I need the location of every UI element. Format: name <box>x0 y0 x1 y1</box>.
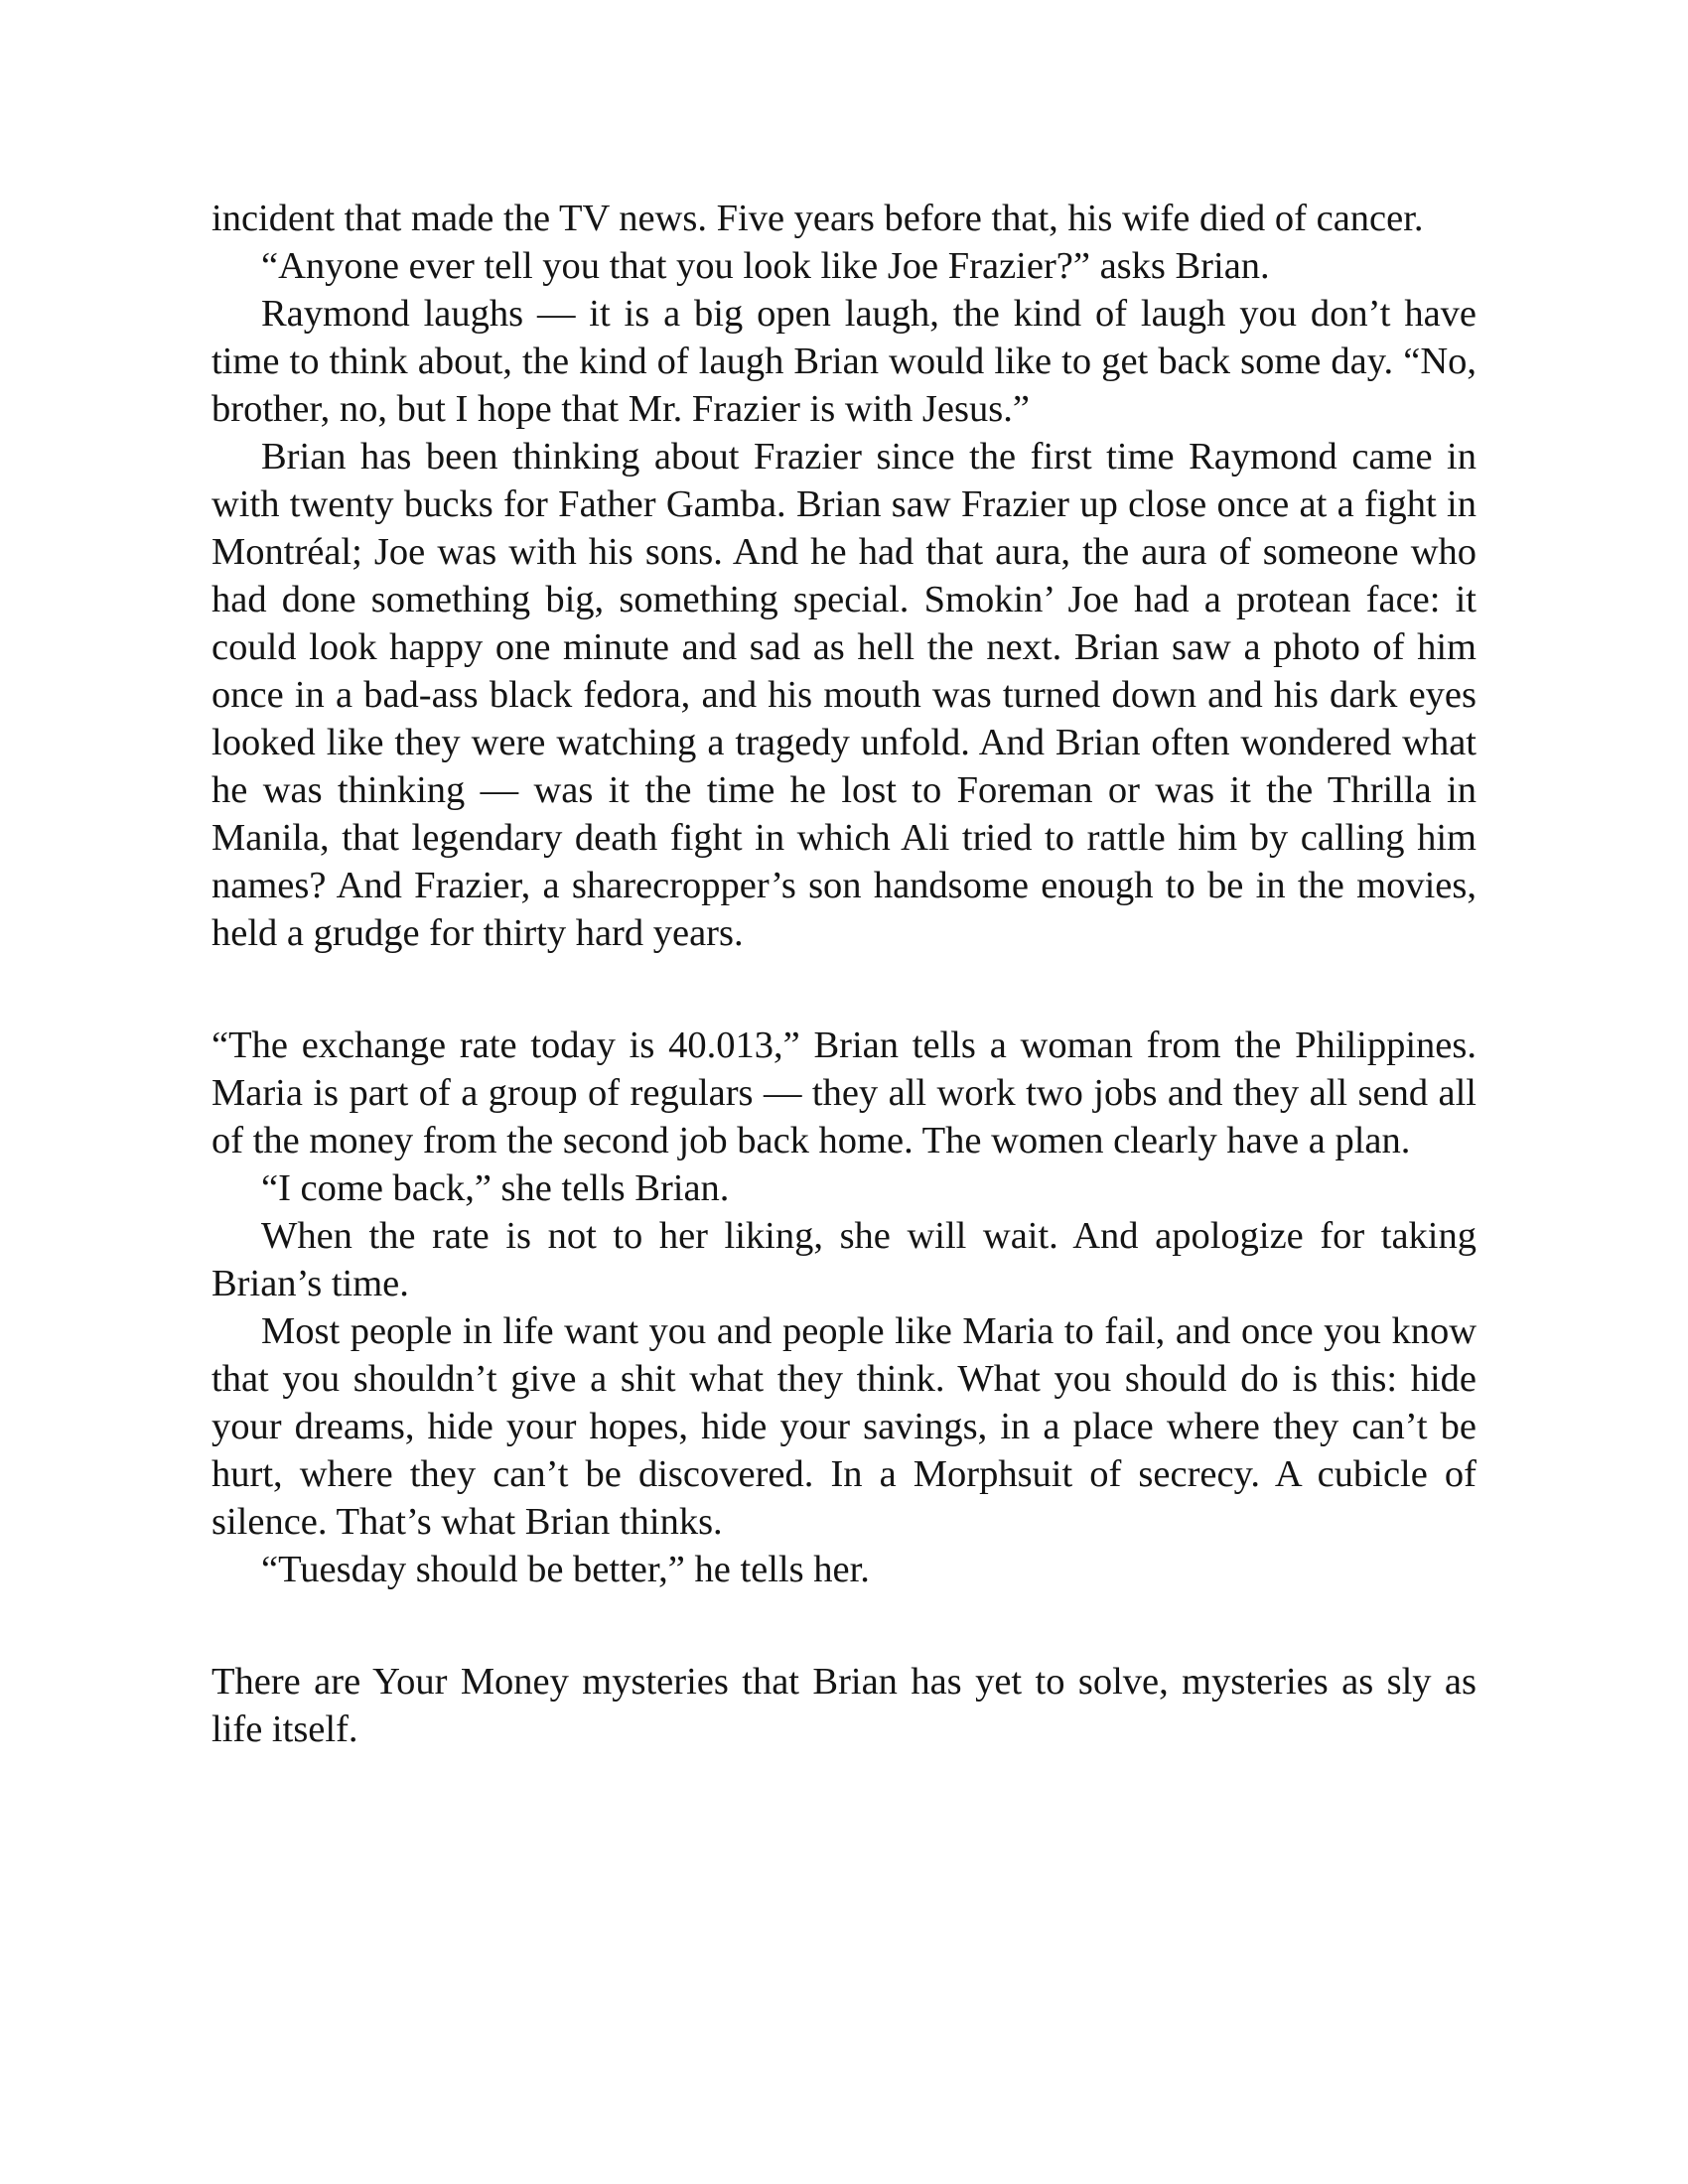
paragraph-dialogue: “Tuesday should be better,” he tells her. <box>261 1549 870 1590</box>
paragraph: Most people in life want you and people like Maria to fail, and once you know that you shouldn’t give a shit what they think. What you should do is this: hide your dreams, hide your hopes, hide your savings, in a place where they can’t be hurt, where they can’t be discovered. In a Morphsuit of secrecy. A cubicle of silence. That’s what Brian thinks. <box>211 1310 1477 1543</box>
paragraph: Raymond laughs — it is a big open laugh, the kind of laugh you don’t have time to think about, the kind of laugh Brian would like to get back some day. “No, brother, no, but I hope that Mr. Frazier is with Jesus.” <box>211 293 1477 430</box>
page-body <box>211 195 1477 1753</box>
paragraph-section-start: “The exchange rate today is 40.013,” Brian tells a woman from the Philippines. Maria is part of a group of regulars — they all work two jobs and they all send all of the money from the second job back home. The women clearly have a plan. <box>211 1024 1477 1161</box>
paragraph: When the rate is not to her liking, she will wait. And apologize for taking Brian’s time. <box>211 1215 1477 1304</box>
paragraph-dialogue: “I come back,” she tells Brian. <box>261 1167 730 1209</box>
section-break <box>211 1593 1477 1658</box>
paragraph-section-start: There are Your Money mysteries that Brian has yet to solve, mysteries as sly as life itself. <box>211 1661 1477 1750</box>
paragraph-dialogue: “Anyone ever tell you that you look like Joe Frazier?” asks Brian. <box>261 245 1270 287</box>
paragraph: Brian has been thinking about Frazier since the first time Raymond came in with twenty bucks for Father Gamba. Brian saw Frazier up close once at a fight in Montréal; Joe was with his sons. And he had that aura, the aura of someone who had done something big, something special. Smokin’ Joe had a protean face: it could look happy one minute and sad as hell the next. Brian saw a photo of him once in a bad-ass black fedora, and his mouth was turned down and his dark eyes looked like they were watching a tragedy unfold. And Brian often wondered what he was thinking — was it the time he lost to Foreman or was it the Thrilla in Manila, that legendary death fight in which Ali tried to rattle him by calling him names? And Frazier, a sharecropper’s son handsome enough to be in the movies, held a grudge for thirty hard years. <box>211 436 1477 954</box>
section-break <box>211 957 1477 1022</box>
paragraph-continuation: incident that made the TV news. Five years before that, his wife died of cancer. <box>211 198 1424 239</box>
